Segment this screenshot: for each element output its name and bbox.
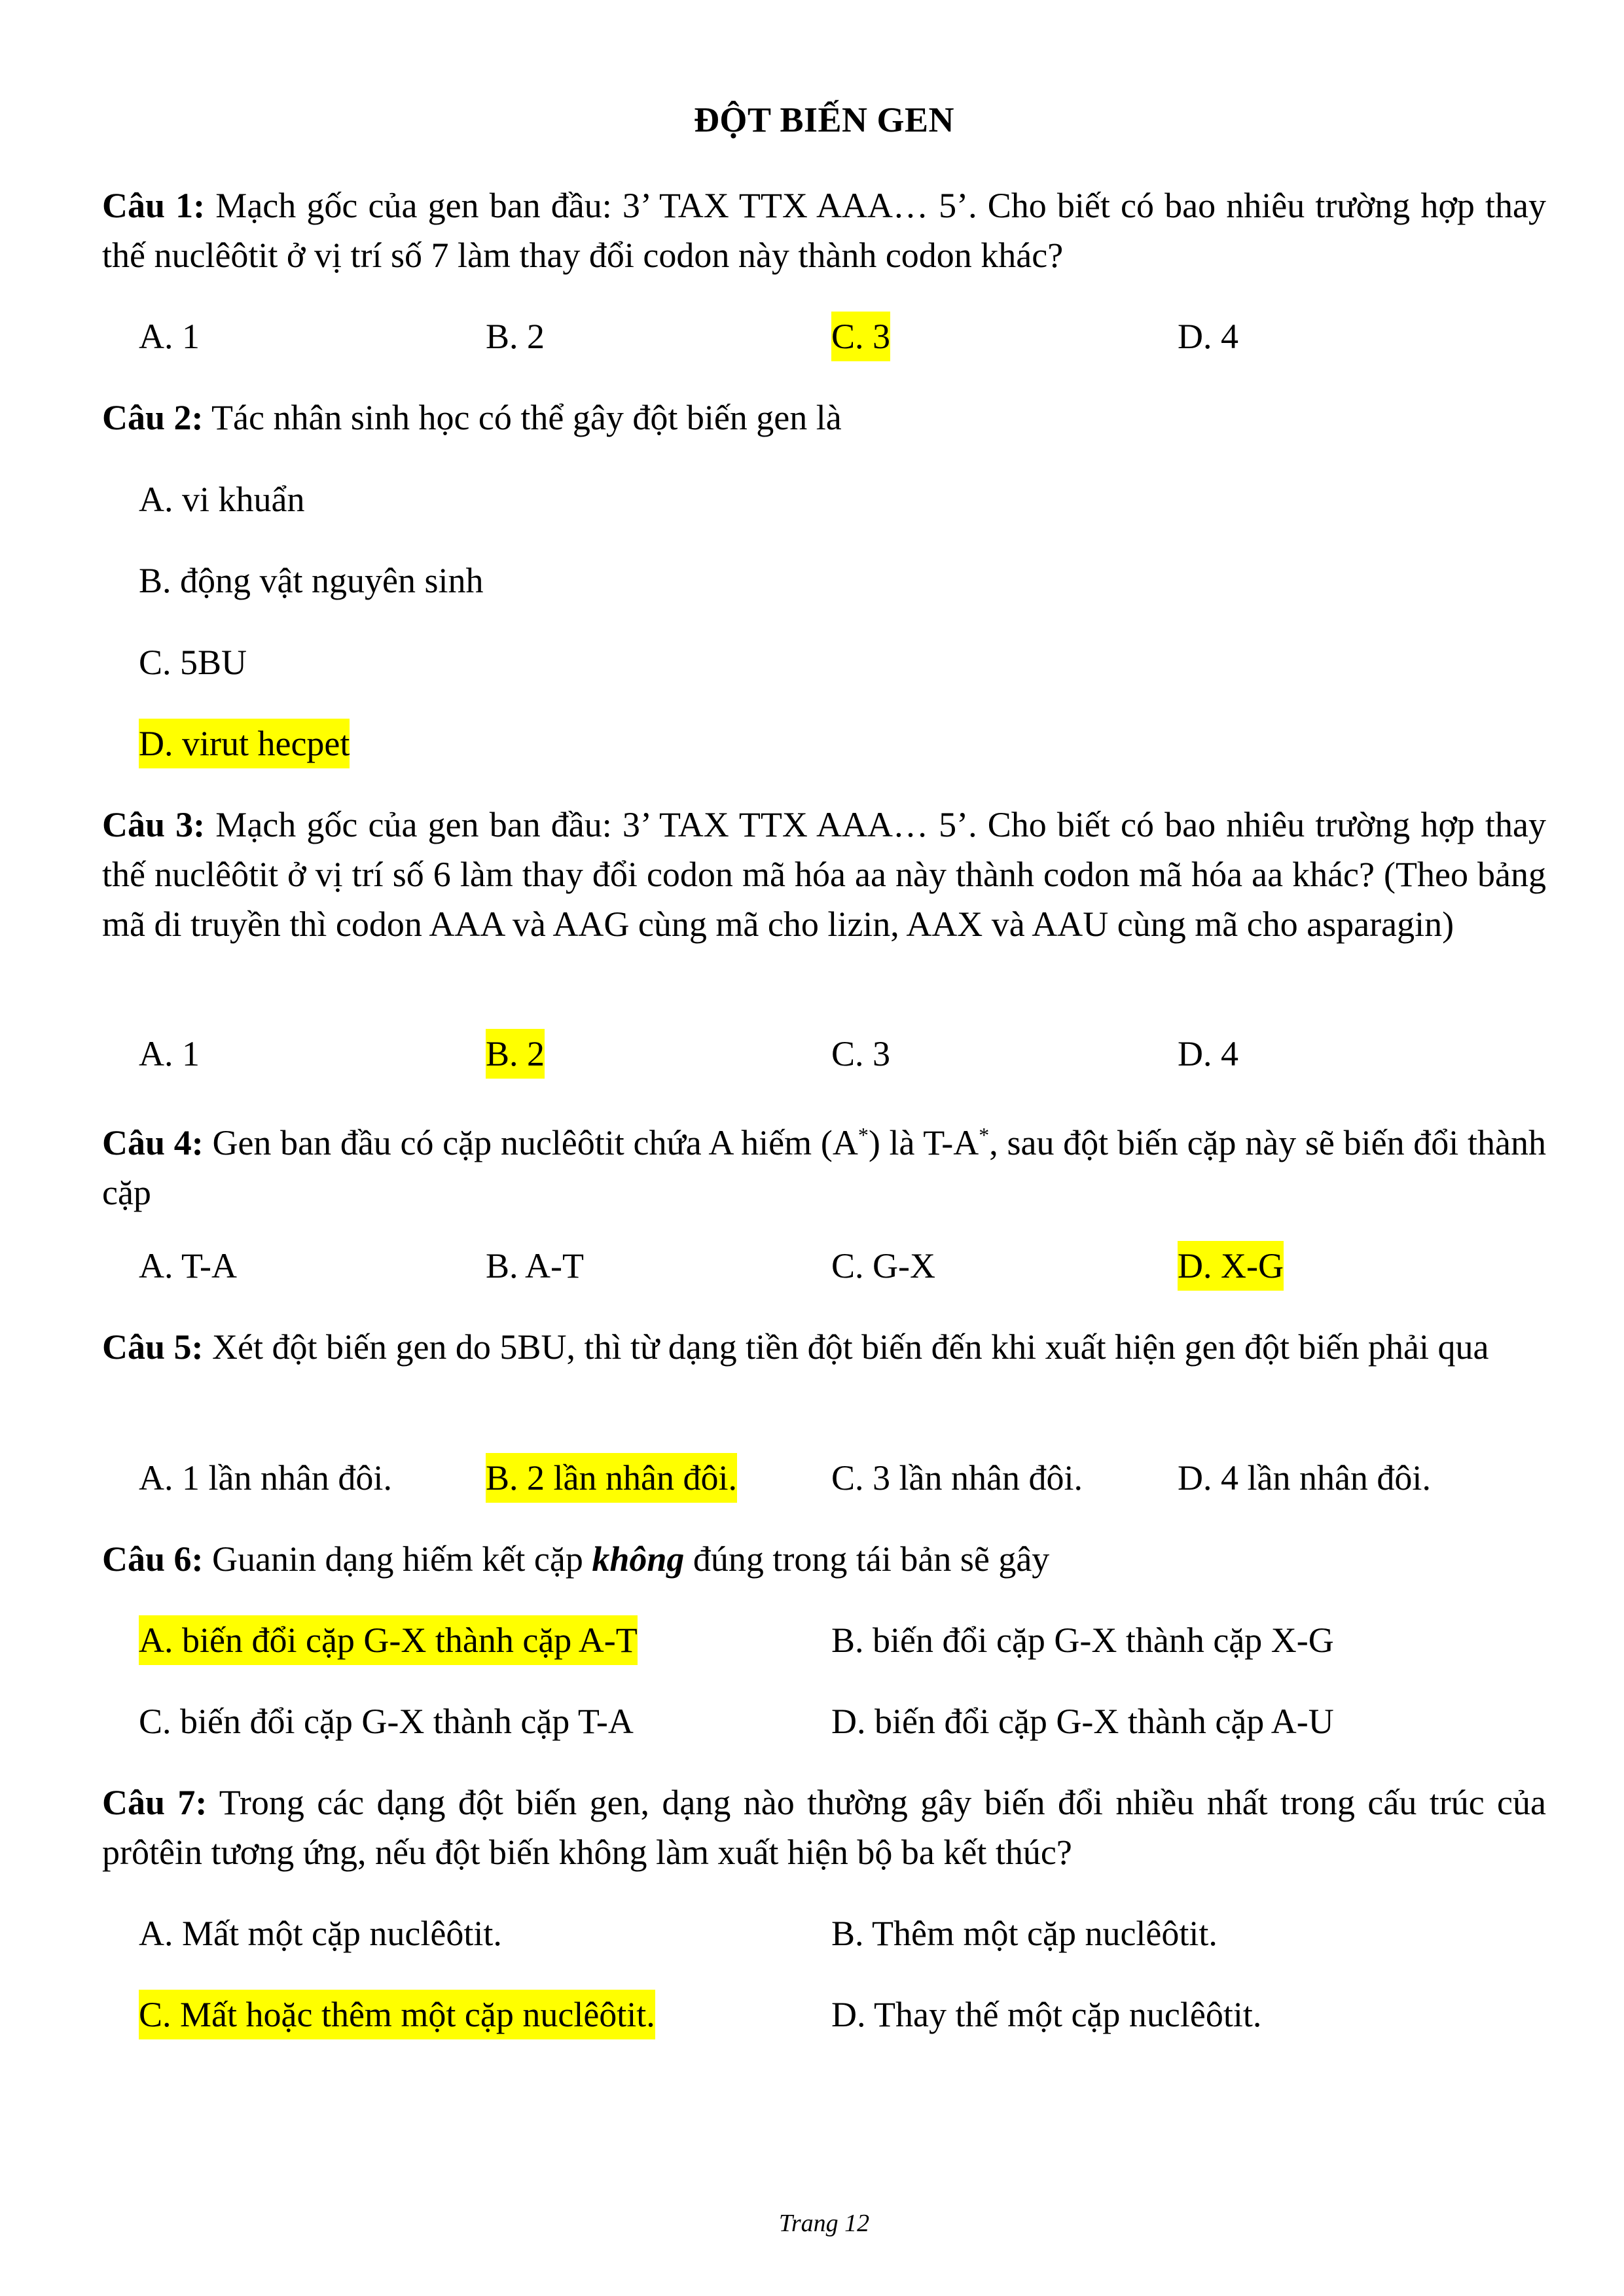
- option-a-highlighted[interactable]: A. biến đổi cặp G-X thành cặp A-T: [139, 1615, 638, 1665]
- option-b[interactable]: B. A-T: [486, 1246, 585, 1285]
- superscript-asterisk: *: [857, 1123, 869, 1147]
- option-b[interactable]: B. động vật nguyên sinh: [139, 561, 484, 600]
- question-4: [102, 1110, 1546, 1217]
- option-a[interactable]: A. 1 lần nhân đôi.: [139, 1458, 392, 1498]
- question-label: Câu 5:: [102, 1327, 204, 1367]
- option-b-highlighted[interactable]: B. 2: [486, 1029, 545, 1079]
- question-7-options-row-2: [139, 1990, 1546, 2039]
- question-5: [102, 1322, 1546, 1372]
- option-b[interactable]: B. Thêm một cặp nuclêôtit.: [831, 1914, 1218, 1953]
- question-text: Xét đột biến gen do 5BU, thì từ dạng tiền đột biến đến khi xuất hiện gen đột biến phải qua: [203, 1327, 1489, 1367]
- question-7: [102, 1778, 1546, 1877]
- question-5-options: [139, 1453, 1546, 1503]
- question-text-part-3: , sau đột biến cặp này sẽ biến đổi thành cặp: [102, 1123, 1546, 1212]
- question-3: [102, 800, 1546, 949]
- option-d[interactable]: D. biến đổi cặp G-X thành cặp A-U: [831, 1702, 1334, 1741]
- option-b[interactable]: B. 2: [486, 317, 545, 356]
- option-d[interactable]: D. Thay thế một cặp nuclêôtit.: [831, 1995, 1262, 2034]
- question-6-options-row-2: [139, 1696, 1546, 1746]
- emphasis-word: không: [592, 1539, 685, 1579]
- question-2-option-c-row: [139, 637, 1546, 687]
- page-title: ĐỘT BIẾN GEN: [693, 100, 955, 139]
- question-label: Câu 2:: [102, 398, 204, 437]
- question-2-option-a-row: [139, 475, 1546, 524]
- superscript-asterisk: *: [979, 1123, 990, 1147]
- option-d[interactable]: D. 4 lần nhân đôi.: [1178, 1458, 1431, 1498]
- question-2-option-d-row: [139, 719, 1546, 768]
- question-label: Câu 4:: [102, 1123, 204, 1162]
- option-d-highlighted[interactable]: D. virut hecpet: [139, 719, 350, 768]
- question-label: Câu 7:: [102, 1783, 208, 1822]
- option-a[interactable]: A. vi khuẩn: [139, 480, 305, 519]
- question-text: Tác nhân sinh học có thể gây đột biến gen là: [203, 398, 842, 437]
- question-text-part-1: Gen ban đầu có cặp nuclêôtit chứa A hiếm (A: [203, 1123, 858, 1162]
- option-a[interactable]: A. T-A: [139, 1246, 238, 1285]
- option-b[interactable]: B. biến đổi cặp G-X thành cặp X-G: [831, 1621, 1334, 1660]
- option-c[interactable]: C. G-X: [831, 1246, 935, 1285]
- option-c[interactable]: C. biến đổi cặp G-X thành cặp T-A: [139, 1702, 634, 1741]
- question-6: [102, 1534, 1546, 1584]
- question-text: Trong các dạng đột biến gen, dạng nào thường gây biến đổi nhiều nhất trong cấu trúc của prôtêin tương ứng, nếu đột biến không làm xuất hiện bộ ba kết thúc?: [102, 1783, 1546, 1872]
- option-d[interactable]: D. 4: [1178, 317, 1238, 356]
- question-6-options-row-1: [139, 1615, 1546, 1665]
- question-2-option-b-row: [139, 556, 1546, 605]
- option-c[interactable]: C. 5BU: [139, 643, 247, 682]
- option-d-highlighted[interactable]: D. X-G: [1178, 1241, 1284, 1291]
- question-text-part-2: đúng trong tái bản sẽ gây: [684, 1539, 1050, 1579]
- question-text: Mạch gốc của gen ban đầu: 3’ TAX TTX AAA… 5’. Cho biết có bao nhiêu trường hợp thay thế nuclêôtit ở vị trí số 7 làm thay đổi codon này thành codon khác?: [102, 186, 1546, 275]
- question-label: Câu 3:: [102, 805, 206, 844]
- question-4-options: [139, 1241, 1546, 1291]
- question-label: Câu 1:: [102, 186, 206, 225]
- option-a[interactable]: A. Mất một cặp nuclêôtit.: [139, 1914, 502, 1953]
- option-c[interactable]: C. 3 lần nhân đôi.: [831, 1458, 1083, 1498]
- option-a[interactable]: A. 1: [139, 1034, 200, 1073]
- option-c-highlighted[interactable]: C. 3: [831, 312, 890, 361]
- question-7-options-row-1: [139, 1909, 1546, 1958]
- option-c[interactable]: C. 3: [831, 1034, 891, 1073]
- question-1: [102, 181, 1546, 280]
- option-a[interactable]: A. 1: [139, 317, 200, 356]
- question-text-part-2: ) là T-A: [868, 1123, 979, 1162]
- question-text-part-1: Guanin dạng hiếm kết cặp: [203, 1539, 592, 1579]
- question-3-options: [139, 1029, 1546, 1079]
- option-b-highlighted[interactable]: B. 2 lần nhân đôi.: [486, 1453, 737, 1503]
- option-c-highlighted[interactable]: C. Mất hoặc thêm một cặp nuclêôtit.: [139, 1990, 655, 2039]
- question-text: Mạch gốc của gen ban đầu: 3’ TAX TTX AAA… 5’. Cho biết có bao nhiêu trường hợp thay thế nuclêôtit ở vị trí số 6 làm thay đổi codon mã hóa aa này thành codon mã hóa aa khác? (Theo bảng mã di truyền thì codon AAA và AAG cùng mã cho lizin, AAX và AAU cùng mã cho asparagin): [102, 805, 1546, 944]
- page-number: Trang 12: [778, 2210, 870, 2237]
- option-d[interactable]: D. 4: [1178, 1034, 1238, 1073]
- question-2: [102, 393, 1546, 442]
- question-1-options: [139, 312, 1546, 361]
- question-label: Câu 6:: [102, 1539, 204, 1579]
